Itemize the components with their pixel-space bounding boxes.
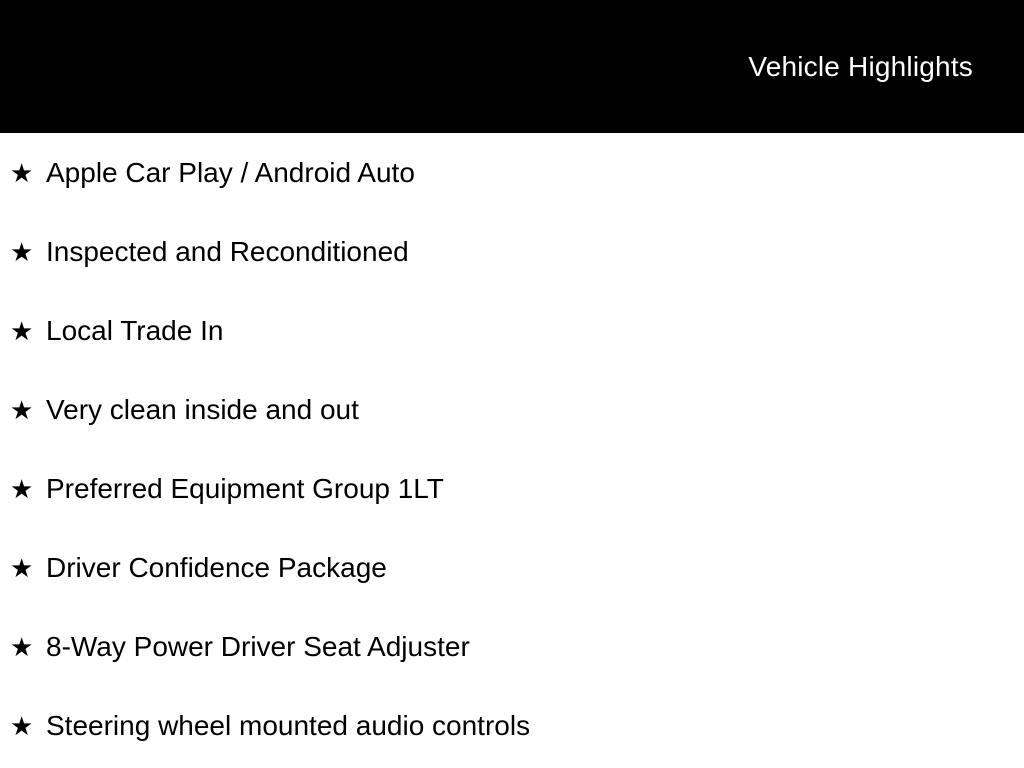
star-icon: ★ [10, 315, 34, 346]
list-item-label: Driver Confidence Package [46, 551, 387, 583]
list-item-label: 8-Way Power Driver Seat Adjuster [46, 630, 470, 662]
list-item [0, 449, 1024, 528]
list-item-label: Preferred Equipment Group 1LT [46, 472, 444, 504]
list-item [0, 686, 1024, 765]
star-icon: ★ [10, 394, 34, 425]
list-item-label: Apple Car Play / Android Auto [46, 156, 415, 188]
list-item [0, 370, 1024, 449]
star-icon: ★ [10, 236, 34, 267]
list-item [0, 133, 1024, 212]
list-item-label: Local Trade In [46, 314, 224, 346]
list-item-label: Inspected and Reconditioned [46, 235, 409, 267]
star-icon: ★ [10, 473, 34, 504]
star-icon: ★ [10, 631, 34, 662]
list-item [0, 528, 1024, 607]
star-icon: ★ [10, 157, 34, 188]
star-icon: ★ [10, 552, 34, 583]
header-bar [0, 0, 1024, 133]
list-item-label: Very clean inside and out [46, 393, 359, 425]
list-item [0, 291, 1024, 370]
page-title: Vehicle Highlights [748, 50, 973, 82]
highlights-list [0, 133, 1024, 765]
list-item [0, 607, 1024, 686]
list-item-label: Steering wheel mounted audio controls [46, 709, 531, 741]
list-item [0, 212, 1024, 291]
star-icon: ★ [10, 710, 34, 741]
